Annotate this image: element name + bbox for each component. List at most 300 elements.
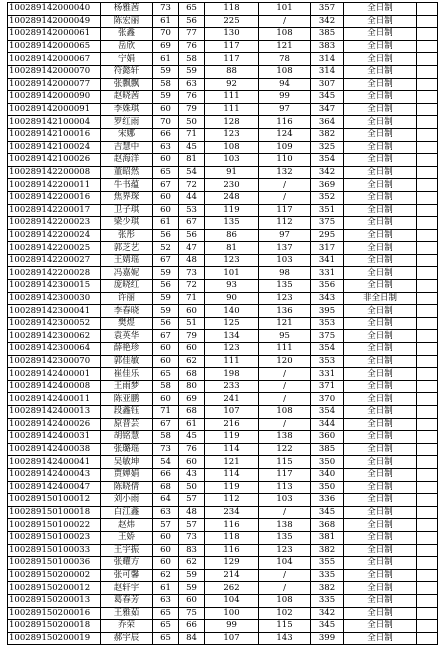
score-subject-2-cell: 103 — [259, 254, 311, 267]
blank-cell — [417, 53, 438, 66]
score-total-cell: 364 — [311, 116, 344, 129]
score-foreign-language-cell: 45 — [179, 431, 205, 444]
blank-cell — [417, 28, 438, 41]
candidate-name-cell: 冯嘉妮 — [101, 267, 153, 280]
score-subject-2-cell: 117 — [259, 204, 311, 217]
score-total-cell: 331 — [311, 368, 344, 381]
study-mode-cell: 全日制 — [344, 317, 417, 330]
score-foreign-language-cell: 60 — [179, 343, 205, 356]
table-row — [8, 242, 438, 255]
score-subject-1-cell: 111 — [205, 103, 259, 116]
score-politics-cell: 56 — [153, 280, 179, 293]
study-mode-cell: 全日制 — [344, 191, 417, 204]
score-total-cell: 350 — [311, 481, 344, 494]
table-row — [8, 406, 438, 419]
table-row — [8, 254, 438, 267]
score-politics-cell: 70 — [153, 116, 179, 129]
score-subject-2-cell: 97 — [259, 229, 311, 242]
blank-cell — [417, 217, 438, 230]
candidate-name-cell: 王宇振 — [101, 544, 153, 557]
score-subject-2-cell: 108 — [259, 65, 311, 78]
score-subject-1-cell: 81 — [205, 242, 259, 255]
study-mode-cell: 全日制 — [344, 65, 417, 78]
score-foreign-language-cell: 60 — [179, 305, 205, 318]
blank-cell — [417, 569, 438, 582]
blank-cell — [417, 166, 438, 179]
candidate-name-cell: 薛艳珍 — [101, 343, 153, 356]
score-total-cell: 342 — [311, 15, 344, 28]
score-total-cell: 352 — [311, 191, 344, 204]
table-row — [8, 53, 438, 66]
score-subject-1-cell: 118 — [205, 531, 259, 544]
score-subject-2-cell: 115 — [259, 456, 311, 469]
blank-cell — [417, 317, 438, 330]
study-mode-cell: 全日制 — [344, 229, 417, 242]
score-subject-1-cell: 123 — [205, 254, 259, 267]
score-subject-1-cell: 108 — [205, 141, 259, 154]
table-row — [8, 91, 438, 104]
score-foreign-language-cell: 76 — [179, 443, 205, 456]
candidate-id-cell: 100289142200027 — [8, 254, 101, 267]
score-subject-2-cell: 122 — [259, 443, 311, 456]
study-mode-cell: 全日制 — [344, 254, 417, 267]
score-subject-2-cell: 97 — [259, 103, 311, 116]
score-subject-1-cell: 233 — [205, 380, 259, 393]
score-subject-2-cell: / — [259, 368, 311, 381]
table-row — [8, 607, 438, 620]
candidate-name-cell: 乔荣 — [101, 620, 153, 633]
score-subject-1-cell: 116 — [205, 519, 259, 532]
score-subject-2-cell: 104 — [259, 557, 311, 570]
candidate-name-cell: 张飘飘 — [101, 78, 153, 91]
table-row — [8, 141, 438, 154]
score-subject-1-cell: 123 — [205, 343, 259, 356]
score-politics-cell: 65 — [153, 607, 179, 620]
score-total-cell: 353 — [311, 317, 344, 330]
candidate-id-cell: 100289150200019 — [8, 632, 101, 645]
study-mode-cell: 全日制 — [344, 468, 417, 481]
score-total-cell: 343 — [311, 292, 344, 305]
score-politics-cell: 60 — [153, 343, 179, 356]
score-politics-cell: 61 — [153, 217, 179, 230]
score-total-cell: 357 — [311, 3, 344, 16]
score-total-cell: 314 — [311, 53, 344, 66]
score-subject-1-cell: 119 — [205, 204, 259, 217]
candidate-id-cell: 100289142300041 — [8, 305, 101, 318]
table-row — [8, 418, 438, 431]
score-foreign-language-cell: 59 — [179, 582, 205, 595]
score-subject-1-cell: 114 — [205, 443, 259, 456]
study-mode-cell: 全日制 — [344, 594, 417, 607]
candidate-id-cell: 100289142200024 — [8, 229, 101, 242]
score-total-cell: 342 — [311, 166, 344, 179]
score-foreign-language-cell: 79 — [179, 330, 205, 343]
score-total-cell: 340 — [311, 468, 344, 481]
candidate-name-cell: 许丽 — [101, 292, 153, 305]
score-subject-1-cell: 99 — [205, 620, 259, 633]
score-foreign-language-cell: 71 — [179, 292, 205, 305]
candidate-id-cell: 100289150100033 — [8, 544, 101, 557]
score-subject-1-cell: 104 — [205, 594, 259, 607]
score-subject-2-cell: / — [259, 15, 311, 28]
score-subject-2-cell: 136 — [259, 305, 311, 318]
score-subject-1-cell: 107 — [205, 632, 259, 645]
score-total-cell: 295 — [311, 229, 344, 242]
candidate-name-cell: 郭芝艺 — [101, 242, 153, 255]
candidate-id-cell: 100289142100016 — [8, 128, 101, 141]
score-total-cell: 385 — [311, 443, 344, 456]
table-row — [8, 204, 438, 217]
table-row — [8, 355, 438, 368]
score-subject-2-cell: 132 — [259, 166, 311, 179]
candidate-name-cell: 段鑫钰 — [101, 406, 153, 419]
score-subject-1-cell: 103 — [205, 154, 259, 167]
table-row — [8, 179, 438, 192]
table-row — [8, 154, 438, 167]
score-politics-cell: 63 — [153, 141, 179, 154]
candidate-id-cell: 100289142000067 — [8, 53, 101, 66]
candidate-name-cell: 胡铭慧 — [101, 431, 153, 444]
candidate-id-cell: 100289142400011 — [8, 393, 101, 406]
score-subject-1-cell: 119 — [205, 481, 259, 494]
score-total-cell: 342 — [311, 607, 344, 620]
score-subject-1-cell: 130 — [205, 28, 259, 41]
blank-cell — [417, 468, 438, 481]
score-total-cell: 325 — [311, 141, 344, 154]
blank-cell — [417, 355, 438, 368]
score-subject-2-cell: 120 — [259, 355, 311, 368]
score-foreign-language-cell: 60 — [179, 594, 205, 607]
candidate-name-cell: 贾婵娟 — [101, 468, 153, 481]
table-row — [8, 267, 438, 280]
score-subject-1-cell: 117 — [205, 53, 259, 66]
study-mode-cell: 全日制 — [344, 531, 417, 544]
score-foreign-language-cell: 84 — [179, 632, 205, 645]
score-total-cell: 345 — [311, 506, 344, 519]
score-foreign-language-cell: 51 — [179, 317, 205, 330]
blank-cell — [417, 78, 438, 91]
candidate-id-cell: 100289142400038 — [8, 443, 101, 456]
candidate-id-cell: 100289150100023 — [8, 531, 101, 544]
score-total-cell: 335 — [311, 569, 344, 582]
candidate-name-cell: 宋娜 — [101, 128, 153, 141]
score-subject-2-cell: 108 — [259, 406, 311, 419]
study-mode-cell: 全日制 — [344, 154, 417, 167]
blank-cell — [417, 280, 438, 293]
study-mode-cell: 全日制 — [344, 519, 417, 532]
study-mode-cell: 全日制 — [344, 368, 417, 381]
score-subject-1-cell: 140 — [205, 305, 259, 318]
score-politics-cell: 58 — [153, 380, 179, 393]
candidate-id-cell: 100289142400008 — [8, 380, 101, 393]
study-mode-cell: 全日制 — [344, 355, 417, 368]
candidate-id-cell: 100289142400001 — [8, 368, 101, 381]
candidate-id-cell: 100289142000065 — [8, 40, 101, 53]
score-politics-cell: 65 — [153, 368, 179, 381]
study-mode-cell: 全日制 — [344, 620, 417, 633]
table-row — [8, 305, 438, 318]
score-subject-1-cell: 92 — [205, 78, 259, 91]
score-subject-1-cell: 90 — [205, 292, 259, 305]
score-foreign-language-cell: 57 — [179, 519, 205, 532]
score-foreign-language-cell: 59 — [179, 569, 205, 582]
score-politics-cell: 66 — [153, 468, 179, 481]
score-subject-1-cell: 134 — [205, 330, 259, 343]
score-politics-cell: 61 — [153, 15, 179, 28]
score-subject-1-cell: 114 — [205, 468, 259, 481]
candidate-name-cell: 宁娟 — [101, 53, 153, 66]
candidate-id-cell: 100289142000049 — [8, 15, 101, 28]
study-mode-cell: 全日制 — [344, 179, 417, 192]
score-foreign-language-cell: 56 — [179, 229, 205, 242]
score-subject-2-cell: 115 — [259, 620, 311, 633]
score-politics-cell: 65 — [153, 166, 179, 179]
candidate-id-cell: 100289150100022 — [8, 519, 101, 532]
score-total-cell: 360 — [311, 431, 344, 444]
score-total-cell: 307 — [311, 78, 344, 91]
study-mode-cell: 全日制 — [344, 103, 417, 116]
candidate-name-cell: 赵轩宇 — [101, 582, 153, 595]
candidate-id-cell: 100289142400013 — [8, 406, 101, 419]
blank-cell — [417, 292, 438, 305]
study-mode-cell: 全日制 — [344, 28, 417, 41]
candidate-id-cell: 100289150100018 — [8, 506, 101, 519]
candidate-name-cell: 陈晓倩 — [101, 481, 153, 494]
candidate-name-cell: 杨雅茜 — [101, 3, 153, 16]
candidate-id-cell: 100289150100036 — [8, 557, 101, 570]
blank-cell — [417, 368, 438, 381]
candidate-name-cell: 张可馨 — [101, 569, 153, 582]
candidate-id-cell: 100289150200018 — [8, 620, 101, 633]
study-mode-cell: 全日制 — [344, 217, 417, 230]
table-row — [8, 65, 438, 78]
blank-cell — [417, 406, 438, 419]
table-row — [8, 15, 438, 28]
blank-cell — [417, 191, 438, 204]
candidate-name-cell: 袁英华 — [101, 330, 153, 343]
study-mode-cell: 全日制 — [344, 607, 417, 620]
score-subject-2-cell: 111 — [259, 343, 311, 356]
score-subject-2-cell: 135 — [259, 280, 311, 293]
table-row — [8, 431, 438, 444]
candidate-name-cell: 董昭然 — [101, 166, 153, 179]
score-total-cell: 335 — [311, 594, 344, 607]
table-row — [8, 292, 438, 305]
blank-cell — [417, 620, 438, 633]
score-subject-1-cell: 93 — [205, 280, 259, 293]
study-mode-cell: 全日制 — [344, 330, 417, 343]
blank-cell — [417, 481, 438, 494]
score-subject-2-cell: 95 — [259, 330, 311, 343]
table-row — [8, 40, 438, 53]
table-row — [8, 28, 438, 41]
score-politics-cell: 65 — [153, 620, 179, 633]
score-total-cell: 383 — [311, 40, 344, 53]
table-row — [8, 393, 438, 406]
blank-cell — [417, 544, 438, 557]
candidate-id-cell: 100289142300070 — [8, 355, 101, 368]
admission-score-table — [7, 2, 438, 645]
candidate-id-cell: 100289142300030 — [8, 292, 101, 305]
candidate-name-cell: 樊煜 — [101, 317, 153, 330]
candidate-id-cell: 100289142000040 — [8, 3, 101, 16]
score-politics-cell: 54 — [153, 456, 179, 469]
score-subject-2-cell: 109 — [259, 141, 311, 154]
score-foreign-language-cell: 62 — [179, 355, 205, 368]
score-subject-1-cell: 116 — [205, 544, 259, 557]
score-foreign-language-cell: 48 — [179, 254, 205, 267]
score-subject-1-cell: 111 — [205, 355, 259, 368]
blank-cell — [417, 380, 438, 393]
candidate-id-cell: 100289142300064 — [8, 343, 101, 356]
score-subject-1-cell: 241 — [205, 393, 259, 406]
score-foreign-language-cell: 54 — [179, 166, 205, 179]
score-total-cell: 356 — [311, 280, 344, 293]
score-subject-1-cell: 129 — [205, 557, 259, 570]
score-foreign-language-cell: 76 — [179, 91, 205, 104]
study-mode-cell: 全日制 — [344, 305, 417, 318]
candidate-name-cell: 王雨梦 — [101, 380, 153, 393]
table-row — [8, 330, 438, 343]
score-total-cell: 368 — [311, 519, 344, 532]
candidate-name-cell: 崔佳乐 — [101, 368, 153, 381]
score-politics-cell: 60 — [153, 557, 179, 570]
score-total-cell: 382 — [311, 128, 344, 141]
score-subject-2-cell: 138 — [259, 519, 311, 532]
score-total-cell: 395 — [311, 305, 344, 318]
candidate-name-cell: 梁少琪 — [101, 217, 153, 230]
blank-cell — [417, 343, 438, 356]
score-foreign-language-cell: 44 — [179, 191, 205, 204]
score-foreign-language-cell: 71 — [179, 128, 205, 141]
table-row — [8, 531, 438, 544]
score-subject-2-cell: 98 — [259, 267, 311, 280]
score-politics-cell: 70 — [153, 28, 179, 41]
candidate-name-cell: 卫子琪 — [101, 204, 153, 217]
score-total-cell: 345 — [311, 620, 344, 633]
candidate-name-cell: 牛书蕴 — [101, 179, 153, 192]
score-foreign-language-cell: 66 — [179, 620, 205, 633]
score-politics-cell: 57 — [153, 519, 179, 532]
score-politics-cell: 71 — [153, 406, 179, 419]
score-politics-cell: 59 — [153, 305, 179, 318]
blank-cell — [417, 154, 438, 167]
study-mode-cell: 全日制 — [344, 91, 417, 104]
study-mode-cell: 全日制 — [344, 204, 417, 217]
blank-cell — [417, 128, 438, 141]
blank-cell — [417, 431, 438, 444]
study-mode-cell: 全日制 — [344, 431, 417, 444]
table-row — [8, 468, 438, 481]
candidate-id-cell: 100289142200011 — [8, 179, 101, 192]
study-mode-cell: 全日制 — [344, 116, 417, 129]
score-subject-2-cell: / — [259, 191, 311, 204]
candidate-name-cell: 张璐瑶 — [101, 443, 153, 456]
table-row — [8, 519, 438, 532]
score-foreign-language-cell: 62 — [179, 557, 205, 570]
score-subject-2-cell: 110 — [259, 154, 311, 167]
study-mode-cell: 全日制 — [344, 280, 417, 293]
candidate-id-cell: 100289142100024 — [8, 141, 101, 154]
table-row — [8, 166, 438, 179]
blank-cell — [417, 519, 438, 532]
score-politics-cell: 60 — [153, 191, 179, 204]
candidate-id-cell: 100289150200013 — [8, 594, 101, 607]
score-politics-cell: 60 — [153, 531, 179, 544]
table-row — [8, 481, 438, 494]
score-subject-1-cell: 225 — [205, 15, 259, 28]
score-subject-2-cell: 101 — [259, 3, 311, 16]
score-total-cell: 314 — [311, 65, 344, 78]
candidate-name-cell: 赵炜 — [101, 519, 153, 532]
blank-cell — [417, 506, 438, 519]
score-subject-1-cell: 128 — [205, 116, 259, 129]
score-subject-2-cell: 123 — [259, 544, 311, 557]
score-total-cell: 331 — [311, 267, 344, 280]
score-subject-1-cell: 125 — [205, 317, 259, 330]
candidate-name-cell: 李姝琪 — [101, 103, 153, 116]
table-row — [8, 594, 438, 607]
score-politics-cell: 64 — [153, 494, 179, 507]
score-subject-2-cell: 123 — [259, 292, 311, 305]
score-politics-cell: 60 — [153, 544, 179, 557]
candidate-name-cell: 刘小雨 — [101, 494, 153, 507]
study-mode-cell: 全日制 — [344, 3, 417, 16]
blank-cell — [417, 443, 438, 456]
score-subject-2-cell: 99 — [259, 91, 311, 104]
table-row — [8, 343, 438, 356]
score-total-cell: 382 — [311, 582, 344, 595]
candidate-name-cell: 张彤 — [101, 229, 153, 242]
score-politics-cell: 60 — [153, 103, 179, 116]
candidate-id-cell: 100289142300015 — [8, 280, 101, 293]
blank-cell — [417, 141, 438, 154]
score-politics-cell: 67 — [153, 254, 179, 267]
score-subject-1-cell: 214 — [205, 569, 259, 582]
score-subject-1-cell: 100 — [205, 607, 259, 620]
score-total-cell: 381 — [311, 531, 344, 544]
score-subject-1-cell: 101 — [205, 267, 259, 280]
candidate-id-cell: 100289142400041 — [8, 456, 101, 469]
score-politics-cell: 66 — [153, 128, 179, 141]
score-foreign-language-cell: 65 — [179, 3, 205, 16]
study-mode-cell: 全日制 — [344, 141, 417, 154]
score-total-cell: 354 — [311, 154, 344, 167]
score-total-cell: 382 — [311, 544, 344, 557]
study-mode-cell: 全日制 — [344, 494, 417, 507]
score-subject-1-cell: 121 — [205, 456, 259, 469]
candidate-name-cell: 吉慧中 — [101, 141, 153, 154]
score-subject-2-cell: 124 — [259, 128, 311, 141]
score-politics-cell: 59 — [153, 91, 179, 104]
blank-cell — [417, 40, 438, 53]
table-row — [8, 494, 438, 507]
candidate-name-cell: 张鑫 — [101, 28, 153, 41]
candidate-id-cell: 100289142200008 — [8, 166, 101, 179]
score-subject-2-cell: 94 — [259, 78, 311, 91]
blank-cell — [417, 15, 438, 28]
score-subject-2-cell: / — [259, 418, 311, 431]
blank-cell — [417, 582, 438, 595]
table-row — [8, 569, 438, 582]
candidate-id-cell: 100289142200025 — [8, 242, 101, 255]
score-subject-1-cell: 86 — [205, 229, 259, 242]
score-subject-2-cell: / — [259, 380, 311, 393]
score-subject-1-cell: 198 — [205, 368, 259, 381]
score-subject-2-cell: 117 — [259, 468, 311, 481]
score-total-cell: 385 — [311, 28, 344, 41]
score-politics-cell: 56 — [153, 317, 179, 330]
